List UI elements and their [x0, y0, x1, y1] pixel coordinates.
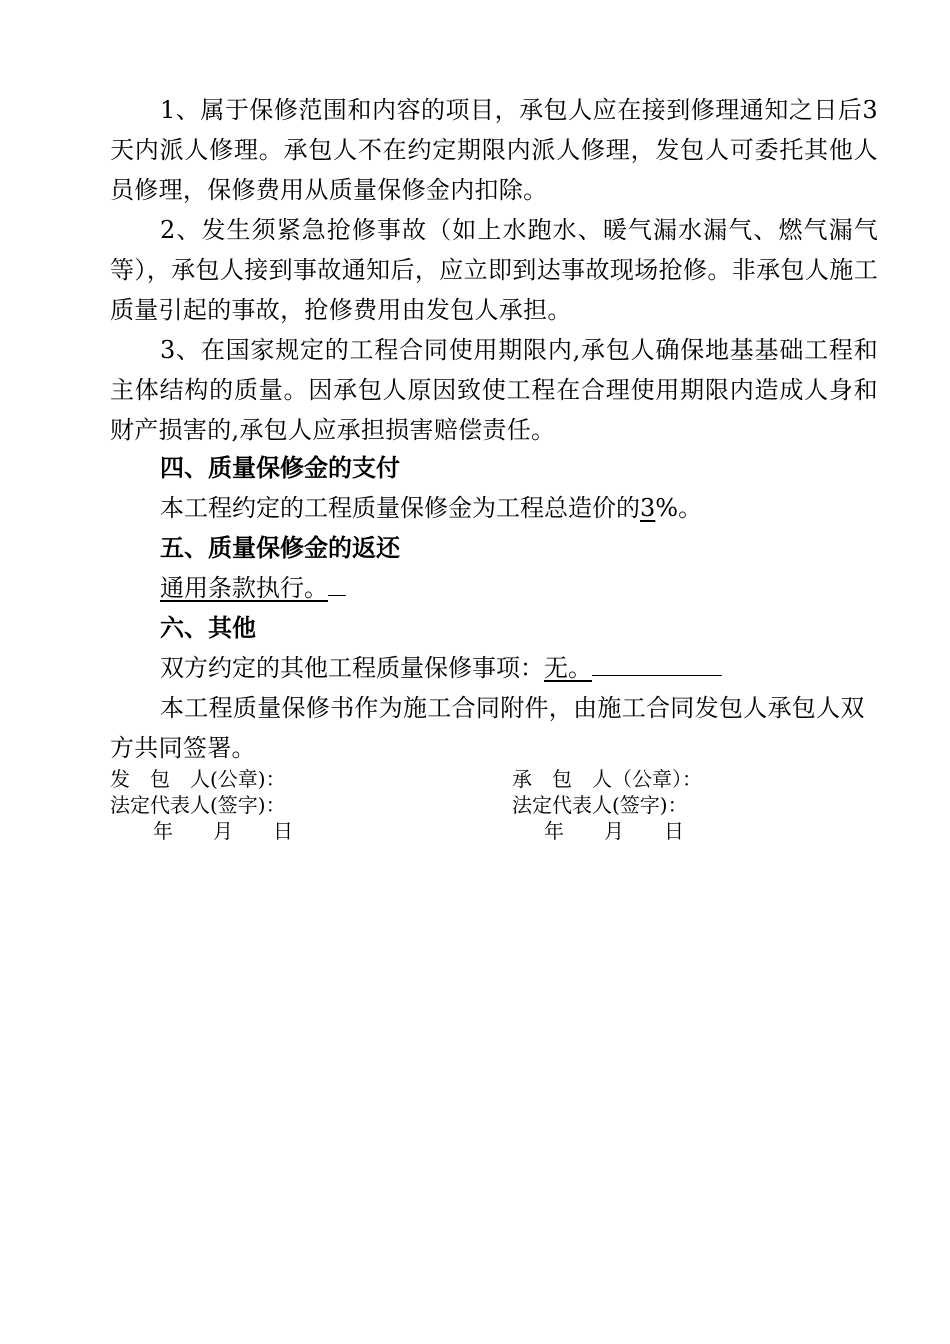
contractor-rep-label: 法定代表人(签字)： — [512, 793, 688, 817]
section-4-heading: 四、质量保修金的支付 — [160, 454, 400, 482]
clause-3: 3、在国家规定的工程合同使用期限内,承包人确保地基基础工程和主体结构的质量。因承包人原因致使工程在合理使用期限内造成人身和财产损害的,承包人应承担损害赔偿责任。 — [110, 336, 878, 444]
section-6-heading: 六、其他 — [160, 614, 256, 642]
employer-rep-label: 法定代表人(签字)： — [110, 793, 286, 817]
section-4-suffix: 。 — [678, 494, 703, 522]
clause-1: 1、属于保修范围和内容的项目，承包人应在接到修理通知之日后3天内派人修理。承包人不在约定期限内派人修理，发包人可委托其他人员修理，保修费用从质量保修金内扣除。 — [110, 96, 878, 204]
clause-2: 2、发生须紧急抢修事故（如上水跑水、暖气漏水漏气、燃气漏气等），承包人接到事故通知后，应立即到达事故现场抢修。非承包人施工质量引起的事故，抢修费用由发包人承担。 — [110, 216, 878, 324]
return-terms-value: 通用条款执行。 — [160, 574, 328, 602]
section-4-prefix: 本工程约定的工程质量保修金为工程总造价的 — [160, 494, 640, 522]
employer-date-label: 年 月 日 — [133, 819, 293, 843]
return-terms-blank — [328, 571, 346, 596]
section-5-heading: 五、质量保修金的返还 — [160, 534, 400, 562]
retention-percent-sign: % — [655, 494, 679, 522]
contractor-date-label: 年 月 日 — [524, 819, 684, 843]
other-matters-line — [160, 648, 722, 688]
other-matters-label: 双方约定的其他工程质量保修事项： — [160, 654, 544, 682]
employer-seal-label: 发 包 人(公章)： — [110, 767, 286, 791]
other-matters-value: 无。 — [544, 654, 592, 682]
section-4-text — [160, 488, 702, 528]
closing-statement: 本工程质量保修书作为施工合同附件，由施工合同发包人承包人双方共同签署。 — [110, 694, 865, 762]
contractor-seal-label: 承 包 人（公章）： — [512, 767, 702, 791]
other-matters-blank — [592, 651, 722, 676]
retention-percent-value: 3 — [640, 494, 656, 522]
section-5-text — [160, 568, 346, 608]
